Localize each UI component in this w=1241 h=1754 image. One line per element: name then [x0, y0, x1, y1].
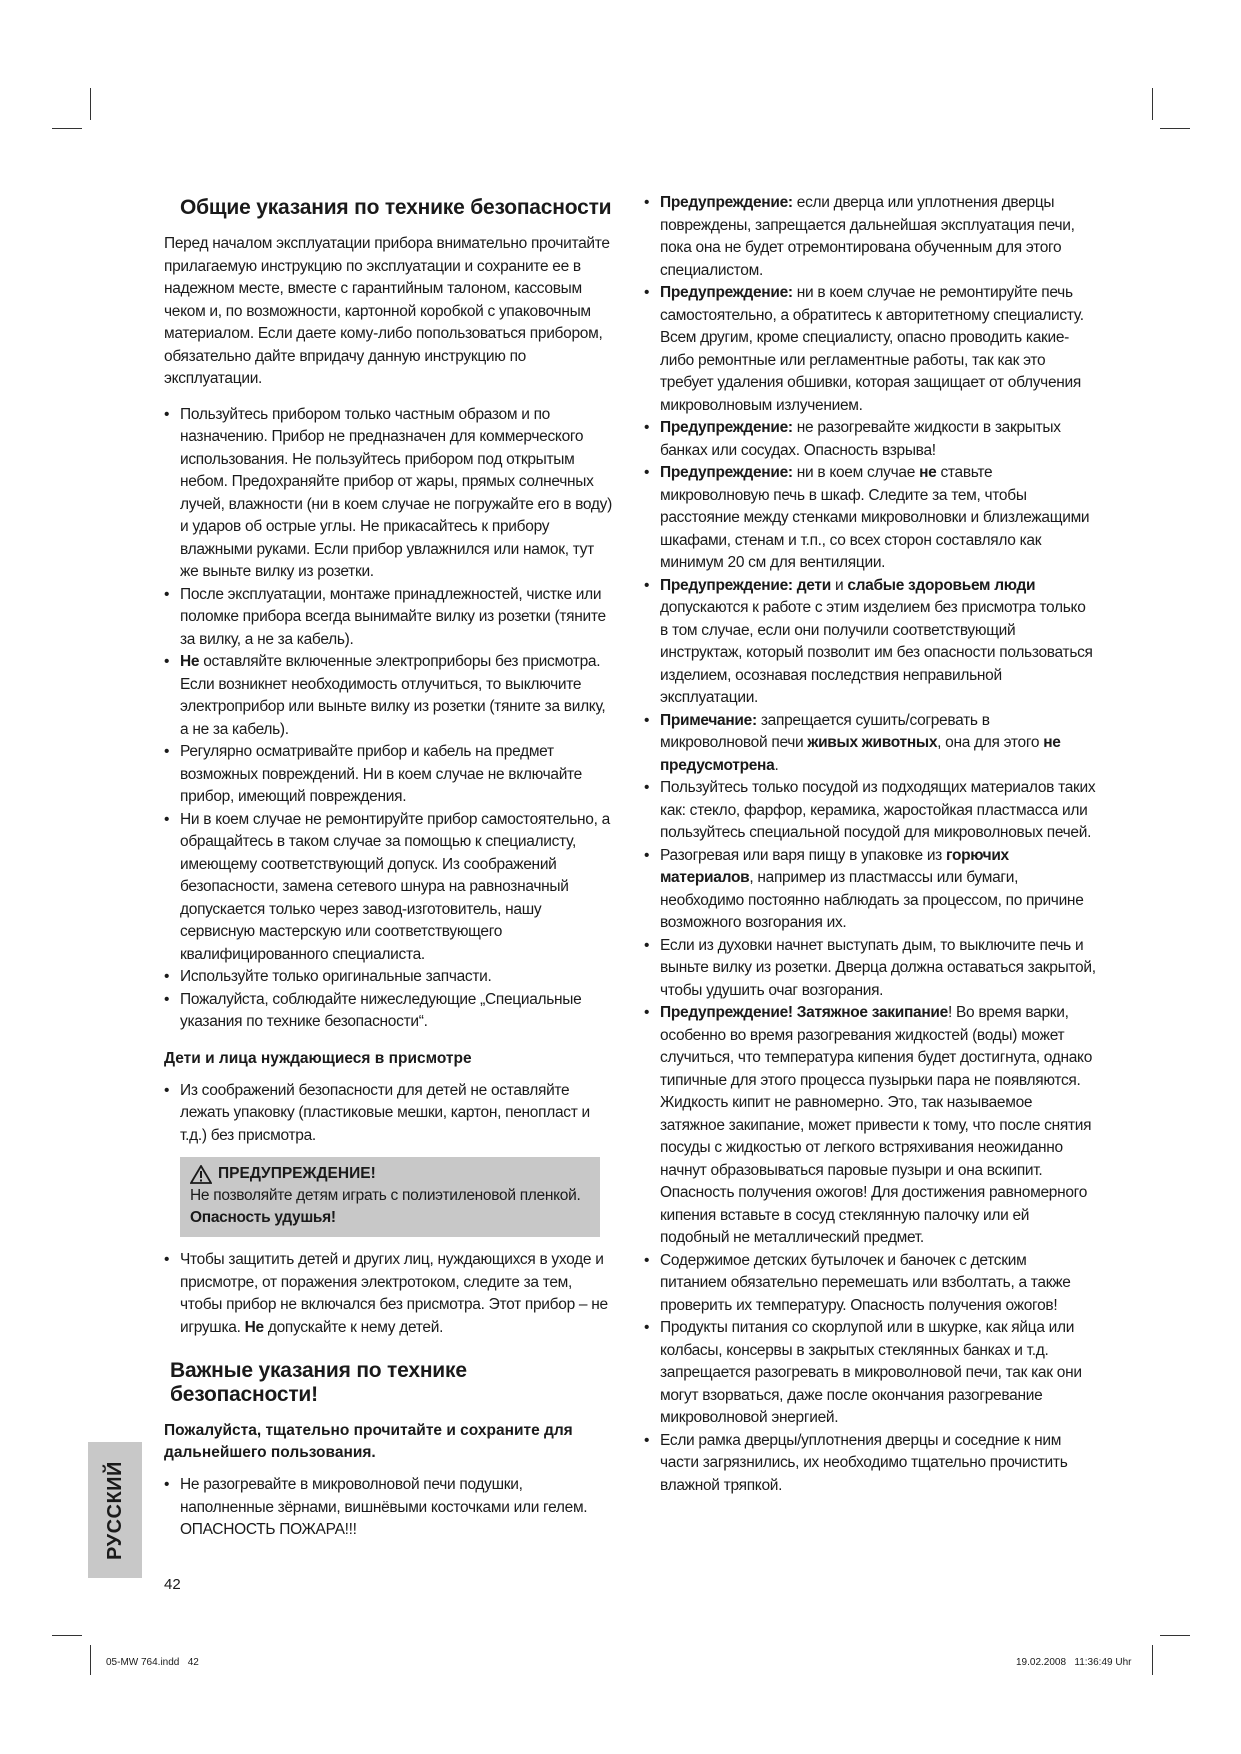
bold-text: Не — [180, 653, 200, 670]
text: Не позволяйте детям играть с полиэтиленовой пленкой. — [190, 1187, 581, 1204]
section2-list — [164, 1474, 616, 1542]
text: Чтобы защитить детей и других лиц, нуждающихся в уходе и присмотре, от поражения электротоком, следите за тем, чтобы прибор не включался без присмотра. Этот прибор – не игрушка. — [180, 1251, 608, 1336]
text: ни в коем случае не ремонтируйте печь самостоятельно, а обратитесь к авторитетному специалисту. Всем другим, кроме специалисту, опасно проводить какие-либо ремонтные или регламентные работы, так как это требует удаления обшивки, которая защищает от облучения микроволновым излучением. — [660, 284, 1084, 414]
list-item: • Содержимое детских бутылочек и баночек с детским питанием обязательно перемешать или взболтать, а также проверить их температуру. Опасность получения ожогов! — [644, 1250, 1096, 1318]
bold-text: Предупреждение: — [660, 194, 793, 211]
left-column — [164, 196, 616, 1556]
list-item — [644, 192, 1096, 282]
children-title: Дети и лица нуждающиеся в присмотре — [164, 1049, 472, 1067]
right-list — [644, 192, 1096, 1497]
warning-triangle-icon — [190, 1165, 212, 1184]
crop-mark — [1152, 88, 1153, 120]
bold-text: не — [919, 464, 937, 481]
warning-body — [190, 1185, 590, 1229]
crop-mark — [1152, 1645, 1153, 1675]
bold-text: Не — [244, 1318, 264, 1336]
warning-title: ПРЕДУПРЕЖДЕНИЕ! — [218, 1165, 376, 1182]
list-item — [644, 462, 1096, 575]
list-item: • Пользуйтесь прибором только частным образом и по назначению. Прибор не предназначен для коммерческого использования. Не пользуйтесь прибором под открытым небом. Предохраняйте прибор от жары, прямых солнечных лучей, влажности (ни в коем случае не погружайте его в воду) и ударов об острые углы. Не прикасайтесь к прибору влажными руками. Если прибор увлажнился или намок, тут же выньте вилку из розетки. — [164, 404, 616, 584]
text: . — [774, 756, 779, 774]
text: Разогревая или варя пищу в упаковке из — [660, 846, 946, 864]
text: ни в коем случае — [792, 464, 920, 481]
list-item: • Регулярно осматривайте прибор и кабель на предмет возможных повреждений. Ни в коем случае не включайте прибор, имеющий повреждения. — [164, 741, 616, 809]
crop-mark — [90, 88, 91, 120]
bold-text: не предусмотрена — [660, 734, 1061, 774]
warning-box — [180, 1157, 600, 1237]
bold-text: слабые здоровьем люди — [847, 576, 1036, 594]
text: допускайте к нему детей. — [263, 1318, 444, 1336]
bold-text: Предупреждение: — [660, 284, 793, 301]
list-item — [644, 710, 1096, 778]
crop-mark — [1160, 1635, 1190, 1636]
text: , она для этого — [937, 734, 1044, 751]
list-item — [164, 651, 616, 741]
text: и — [830, 576, 848, 594]
crop-mark — [52, 128, 82, 129]
list-item — [644, 1002, 1096, 1250]
text: , например из пластмассы или бумаги, необходимо постоянно наблюдать за процессом, по причине возможного возгорания их. — [660, 869, 1084, 931]
text: ставьте микроволновую печь в шкаф. Следите за тем, чтобы расстояние между стенками микроволновки и близлежащими шкафами, стенам и т.п., со всех сторон составляло как минимум 20 см для вентиляции. — [660, 464, 1090, 571]
warning-header — [190, 1163, 590, 1185]
footer-right: 19.02.2008 11:36:49 Uhr — [1016, 1657, 1132, 1668]
bold-text: Предупреждение: — [660, 419, 793, 436]
crop-mark — [1160, 128, 1190, 129]
list-item: • Пользуйтесь только посудой из подходящих материалов таких как: стекло, фарфор, керамика, жаростойкая пластмасса или пользуйтесь специальной посудой для микроволновых печей. — [644, 777, 1096, 845]
crop-mark — [90, 1645, 91, 1675]
bold-text: живых животных — [807, 734, 938, 751]
text: если дверца или уплотнения дверцы повреждены, запрещается дальнейшая эксплуатация печи, пока она не будет отремонтирована обученным для этого специалистом. — [660, 194, 1075, 279]
text: ! Во время варки, особенно во время разогревания жидкостей (воды) может случиться, что температура кипения будет достигнута, однако типичные для этого процесса пузырьки пара не появляются. Жидкость кипит не равномерно. Это, так называемое затяжное закипание, может привести к тому, что после снятия посуды с жидкостью от легкого встряхивания неожиданно начнут образовываться паровые пузыри и она вскипит. Опасность получения ожогов! Для достижения равномерного кипения вставьте в сосуд стеклянную палочку или ей подобный не металлический предмет. — [660, 1004, 1093, 1246]
text: допускаются к работе с этим изделием без присмотра только в том случае, если они получили соответствующий инструктаж, который позволит им без опасности пользоваться изделием, осознавая последствия неправильной эксплуатации. — [660, 599, 1093, 706]
bold-text: Предупреждение: — [660, 464, 793, 481]
list-item — [644, 845, 1096, 935]
list-item: • Если из духовки начнет выступать дым, то выключите печь и выньте вилку из розетки. Дверца должна оставаться закрытой, чтобы удушить очаг возгорания. — [644, 935, 1096, 1003]
language-tab — [88, 1442, 142, 1578]
list-item: • Ни в коем случае не ремонтируйте прибор самостоятельно, а обращайтесь в таком случае за помощью к специалисту, имеющему соответствующий допуск. Из соображений безопасности, замена сетевого шнура на равнозначный допускается только через завод-изготовитель, нашу сервисную мастерскую или соответствующего квалифицированного специалиста. — [164, 809, 616, 967]
page-number: 42 — [164, 1576, 181, 1593]
bold-text: Опасность удушья! — [190, 1209, 336, 1226]
bold-text: Предупреждение! Затяжное закипание — [660, 1004, 948, 1021]
section-title-2: Важные указания по технике безопасности! — [170, 1359, 467, 1406]
list-item — [164, 1249, 616, 1339]
bold-text: горючих материалов — [660, 846, 1009, 886]
list-item: • Продукты питания со скорлупой или в шкурке, как яйца или колбасы, консервы в закрытых стеклянных банках и т.д. запрещается разогревать в микроволновой печи, так как они могут взорваться, даже после окончания разогревание микроволновой энергией. — [644, 1317, 1096, 1430]
list-item: • Используйте только оригинальные запчасти. — [164, 966, 616, 989]
section-title: Общие указания по технике безопасности — [180, 196, 612, 219]
intro-paragraph: Перед началом эксплуатации прибора внимательно прочитайте прилагаемую инструкцию по эксплуатации и сохраните ее в надежном месте, вместе с гарантийным талоном, кассовым чеком и, по возможности, картонной коробкой с упаковочным материалом. Если даете кому-либо попользоваться прибором, обязательно дайте впридачу данную инструкцию по эксплуатации. — [164, 235, 610, 387]
list-item: • Из соображений безопасности для детей не оставляйте лежать упаковку (пластиковые мешки, картон, пенопласт и т.д.) без присмотра. — [164, 1080, 616, 1148]
children-list-2 — [164, 1249, 616, 1339]
crop-mark — [52, 1635, 82, 1636]
safety-list — [164, 404, 616, 1034]
bold-text: Примечание: — [660, 711, 757, 729]
list-item — [644, 417, 1096, 462]
list-item — [644, 282, 1096, 417]
list-item — [644, 575, 1096, 710]
section2-subtitle: Пожалуйста, тщательно прочитайте и сохраните для дальнейшего пользования. — [164, 1422, 573, 1461]
list-item: • После эксплуатации, монтаже принадлежностей, чистке или поломке прибора всегда вынимайте вилку из розетки (тяните за вилку, а не за кабель). — [164, 584, 616, 652]
list-item: • Если рамка дверцы/уплотнения дверцы и соседние к ним части загрязнились, их необходимо тщательно прочистить влажной тряпкой. — [644, 1430, 1096, 1498]
text: не разогревайте жидкости в закрытых банках или сосудах. Опасность взрыва! — [660, 419, 1061, 459]
list-item: • Не разогревайте в микроволновой печи подушки, наполненные зёрнами, вишнёвыми косточками или гелем. ОПАСНОСТЬ ПОЖАРА!!! — [164, 1474, 616, 1542]
right-column — [644, 192, 1096, 1511]
bold-text: Предупреждение: дети — [660, 576, 831, 594]
text: оставляйте включенные электроприборы без присмотра. Если возникнет необходимость отлучиться, то выключите электроприбор или выньте вилку из розетки (тяните за вилку, а не за кабель). — [180, 653, 606, 738]
footer-left: 05-MW 764.indd 42 — [106, 1657, 199, 1668]
text: запрещается сушить/согревать в микроволновой печи — [660, 711, 990, 751]
language-label: РУССКИЙ — [103, 1460, 126, 1560]
children-list — [164, 1080, 616, 1148]
list-item: • Пожалуйста, соблюдайте нижеследующие „Специальные указания по технике безопасности“. — [164, 989, 616, 1034]
